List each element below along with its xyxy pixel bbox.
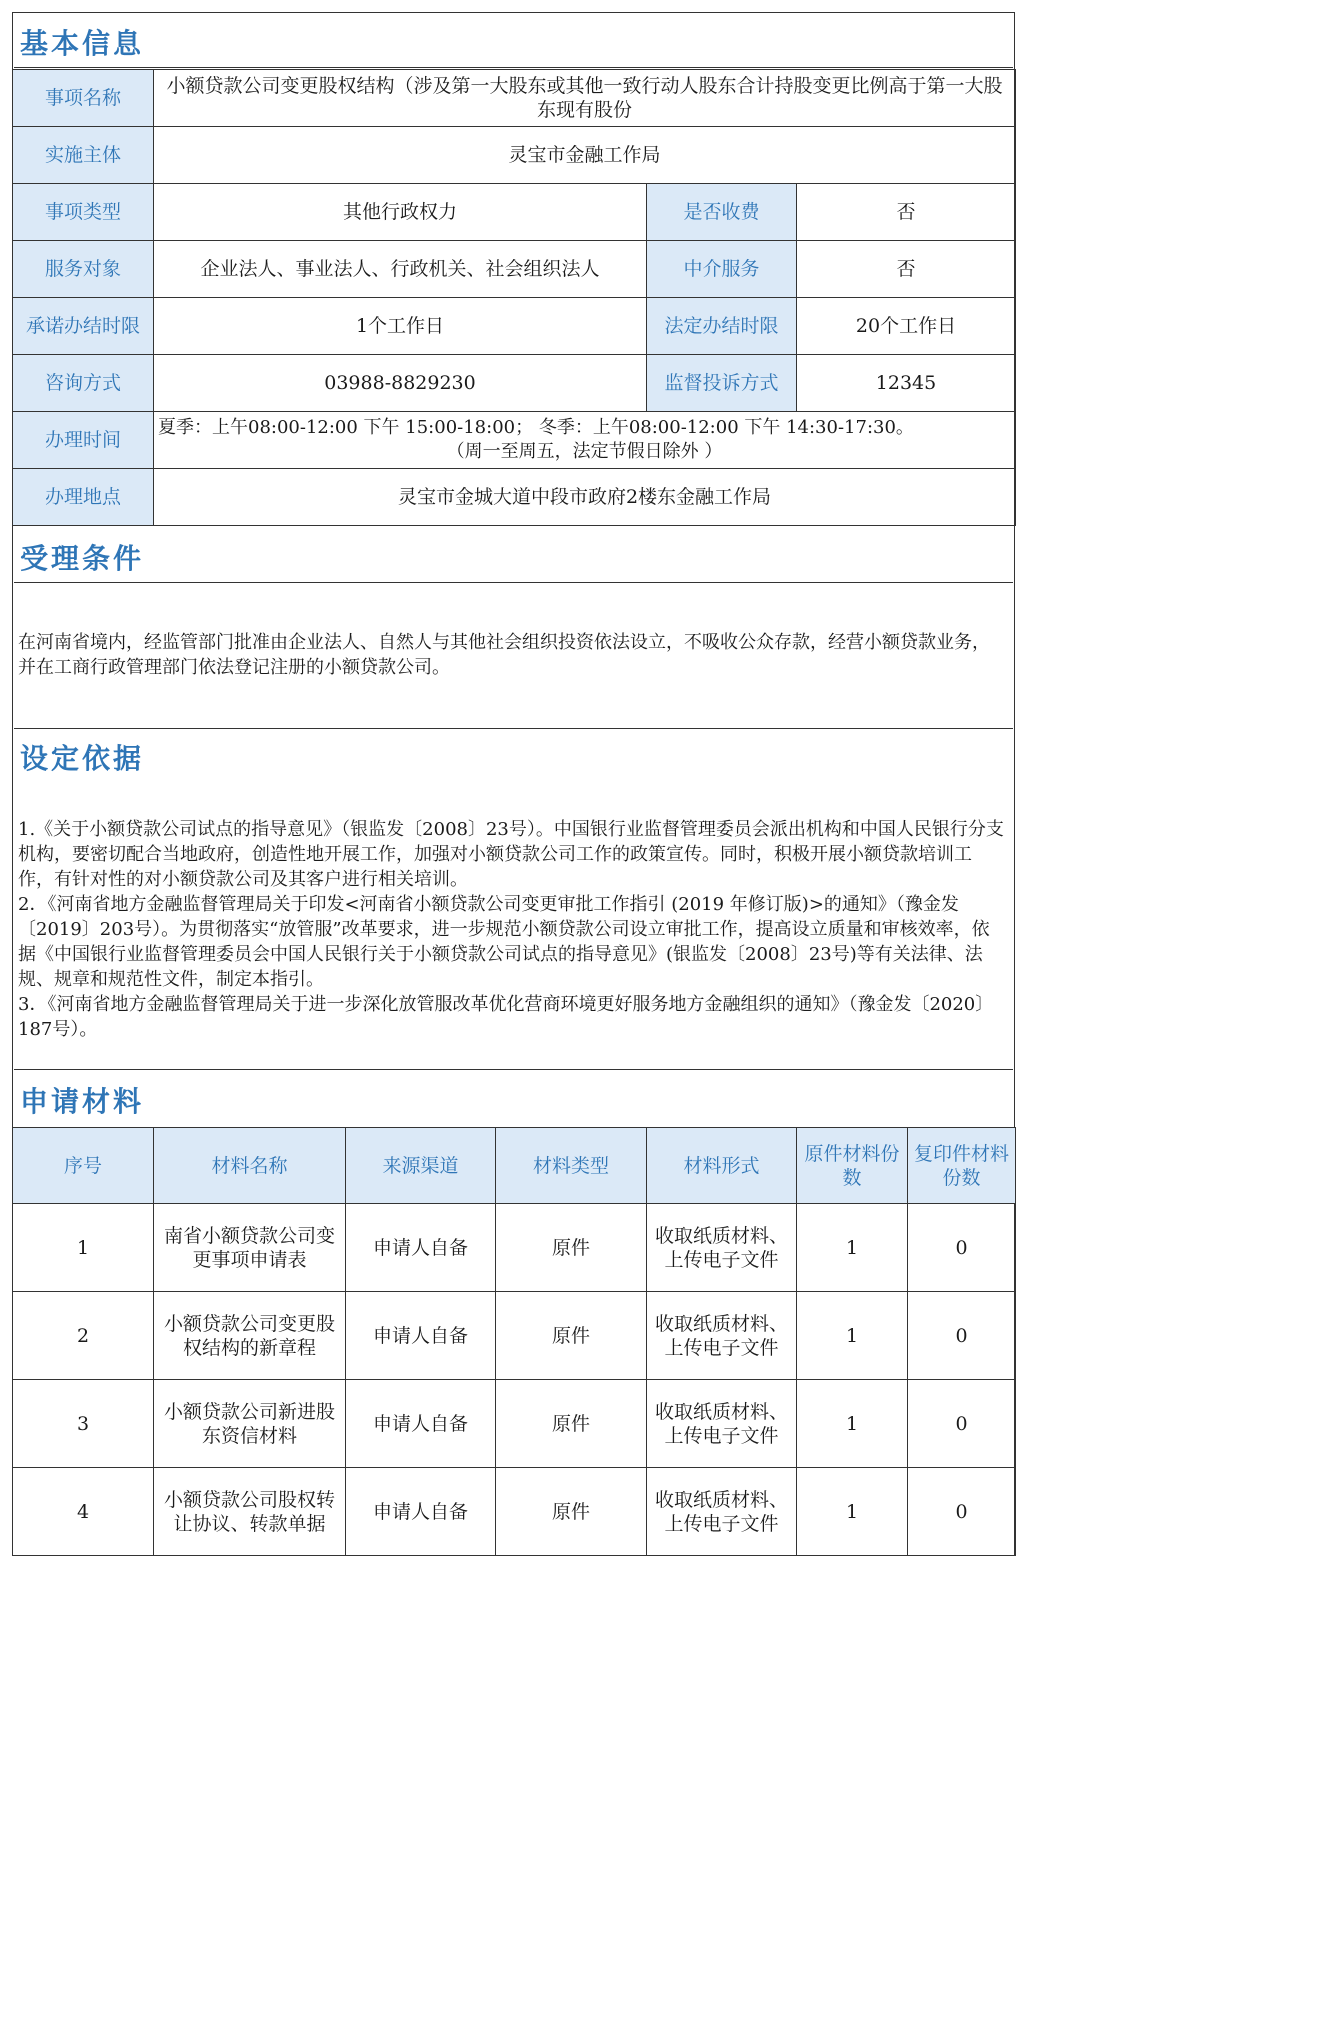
row-item-name [13, 70, 1016, 127]
conditions-block [14, 583, 1013, 729]
hours-value [154, 412, 1016, 469]
header-source: 来源渠道 [346, 1128, 496, 1204]
cell-type: 原件 [496, 1380, 647, 1468]
cell-name: 南省小额贷款公司变更事项申请表 [154, 1204, 346, 1292]
row-agency [13, 127, 1016, 184]
cell-orig-count: 1 [797, 1468, 908, 1556]
basic-info-table [12, 69, 1016, 526]
cell-copy-count: 0 [908, 1468, 1016, 1556]
cell-form: 收取纸质材料、上传电子文件 [647, 1292, 797, 1380]
address-label: 办理地点 [13, 469, 154, 526]
cell-source: 申请人自备 [346, 1380, 496, 1468]
cell-name: 小额贷款公司新进股东资信材料 [154, 1380, 346, 1468]
cell-copy-count: 0 [908, 1292, 1016, 1380]
cell-source: 申请人自备 [346, 1468, 496, 1556]
basis-item-1: 1.《关于小额贷款公司试点的指导意见》（银监发〔2008〕23号）。中国银行业监督管理委员会派出机构和中国人民银行分支机构，要密切配合当地政府，创造性地开展工作，加强对小额贷款公司工作的政策宣传。同时，积极开展小额贷款培训工作，有针对性的对小额贷款公司及其客户进行相关培训。 [18, 819, 1004, 890]
basis-item-2: 2．《河南省地方金融监督管理局关于印发<河南省小额贷款公司变更审批工作指引 (2019 年修订版)>的通知》（豫金发〔2019〕203号）。为贯彻落实“放管服”改革要求，进一步规范小额贷款公司设立审批工作，提高设立质量和审核效率，依据《中国银行业监督管理委员会中国人民银行关于小额贷款公司试点的指导意见》(银监发〔2008〕23号)等有关法律、法规、规章和规范性文件，制定本指引。 [18, 894, 990, 990]
agency-label: 实施主体 [13, 127, 154, 184]
section-basis [14, 729, 1013, 783]
cell-no: 1 [13, 1204, 154, 1292]
cell-no: 2 [13, 1292, 154, 1380]
section-title: 设定依据 [20, 742, 145, 775]
row-target [13, 241, 1016, 298]
header-name: 材料名称 [154, 1128, 346, 1204]
row-type [13, 184, 1016, 241]
consult-label: 咨询方式 [13, 355, 154, 412]
row-time-limit [13, 298, 1016, 355]
legal-time-value: 20个工作日 [797, 298, 1016, 355]
cell-form: 收取纸质材料、上传电子文件 [647, 1468, 797, 1556]
consult-value: 03988-8829230 [154, 355, 647, 412]
cell-source: 申请人自备 [346, 1292, 496, 1380]
cell-name: 小额贷款公司股权转让协议、转款单据 [154, 1468, 346, 1556]
table-row [13, 1468, 1016, 1556]
row-address [13, 469, 1016, 526]
cell-type: 原件 [496, 1468, 647, 1556]
section-title: 基本信息 [20, 27, 145, 60]
cell-copy-count: 0 [908, 1204, 1016, 1292]
table-row [13, 1292, 1016, 1380]
intermediary-value: 否 [797, 241, 1016, 298]
cell-type: 原件 [496, 1292, 647, 1380]
row-hours [13, 412, 1016, 469]
cell-name: 小额贷款公司变更股权结构的新章程 [154, 1292, 346, 1380]
complaint-value: 12345 [797, 355, 1016, 412]
header-form: 材料形式 [647, 1128, 797, 1204]
agency-value: 灵宝市金融工作局 [154, 127, 1016, 184]
table-row [13, 1380, 1016, 1468]
cell-no: 3 [13, 1380, 154, 1468]
row-contact [13, 355, 1016, 412]
section-materials [14, 1072, 1013, 1126]
hours-label: 办理时间 [13, 412, 154, 469]
cell-form: 收取纸质材料、上传电子文件 [647, 1380, 797, 1468]
header-no: 序号 [13, 1128, 154, 1204]
type-label: 事项类型 [13, 184, 154, 241]
section-conditions [14, 529, 1013, 583]
cell-orig-count: 1 [797, 1204, 908, 1292]
section-basic-info [14, 14, 1013, 68]
basis-item-3: 3．《河南省地方金融监督管理局关于进一步深化放管服改革优化营商环境更好服务地方金融组织的通知》（豫金发〔2020〕187号）。 [18, 994, 994, 1040]
materials-table [12, 1127, 1016, 1556]
promised-time-label: 承诺办结时限 [13, 298, 154, 355]
header-copy-count: 复印件材料份数 [908, 1128, 1016, 1204]
basis-block [14, 783, 1013, 1070]
cell-no: 4 [13, 1468, 154, 1556]
address-value: 灵宝市金城大道中段市政府2楼东金融工作局 [154, 469, 1016, 526]
promised-time-value: 1个工作日 [154, 298, 647, 355]
cell-form: 收取纸质材料、上传电子文件 [647, 1204, 797, 1292]
legal-time-label: 法定办结时限 [647, 298, 797, 355]
fee-label: 是否收费 [647, 184, 797, 241]
conditions-text: 在河南省境内，经监管部门批准由企业法人、自然人与其他社会组织投资依法设立，不吸收公众存款，经营小额贷款业务，并在工商行政管理部门依法登记注册的小额贷款公司。 [18, 632, 990, 678]
item-name-value: 小额贷款公司变更股权结构（涉及第一大股东或其他一致行动人股东合计持股变更比例高于第一大股东现有股份 [154, 70, 1016, 127]
target-value: 企业法人、事业法人、行政机关、社会组织法人 [154, 241, 647, 298]
cell-source: 申请人自备 [346, 1204, 496, 1292]
header-orig-count: 原件材料份数 [797, 1128, 908, 1204]
hours-line-2: （周一至周五，法定节假日除外 ） [446, 441, 723, 462]
cell-orig-count: 1 [797, 1292, 908, 1380]
header-type: 材料类型 [496, 1128, 647, 1204]
cell-orig-count: 1 [797, 1380, 908, 1468]
item-name-label: 事项名称 [13, 70, 154, 127]
table-row [13, 1204, 1016, 1292]
intermediary-label: 中介服务 [647, 241, 797, 298]
cell-copy-count: 0 [908, 1380, 1016, 1468]
materials-header-row [13, 1128, 1016, 1204]
cell-type: 原件 [496, 1204, 647, 1292]
fee-value: 否 [797, 184, 1016, 241]
target-label: 服务对象 [13, 241, 154, 298]
section-title: 受理条件 [20, 542, 145, 575]
complaint-label: 监督投诉方式 [647, 355, 797, 412]
hours-line-1: 夏季：上午08:00-12:00 下午 15:00-18:00； 冬季：上午08:00-12:00 下午 14:30-17:30。 [158, 417, 914, 438]
type-value: 其他行政权力 [154, 184, 647, 241]
section-title: 申请材料 [20, 1085, 145, 1118]
